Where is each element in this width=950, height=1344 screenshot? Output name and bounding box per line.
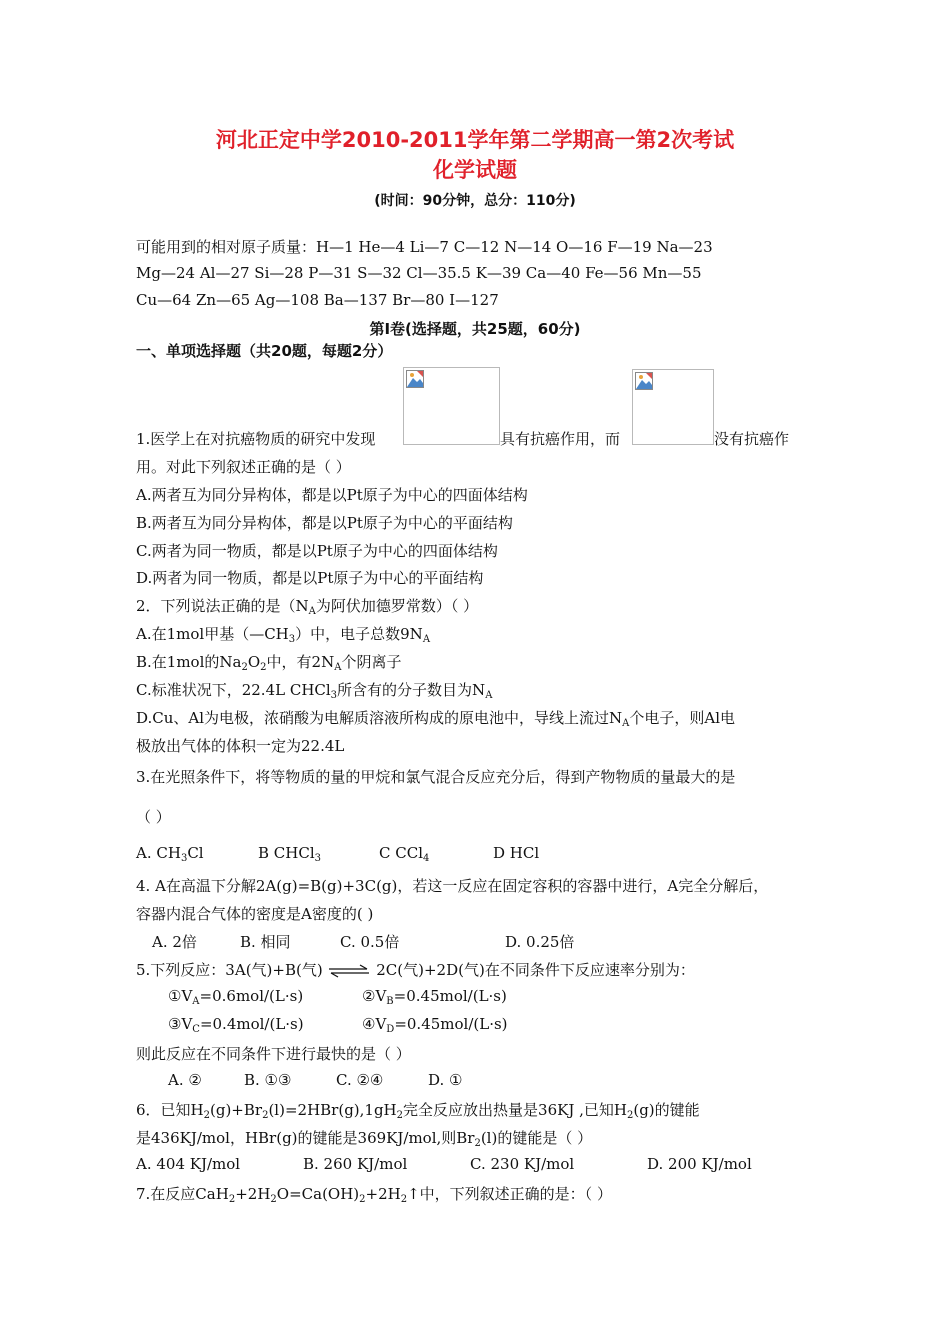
q3-answer-paren: （ ） [136, 808, 171, 826]
q1-option-c: C.两者为同一物质，都是以Pt原子为中心的四面体结构 [136, 542, 498, 560]
q2-stem: 2．下列说法正确的是（$N_A$为阿伏加德罗常数）（ ） [136, 597, 479, 617]
broken-image-icon [635, 372, 653, 390]
q5-question: 则此反应在不同条件下进行最快的是（ ） [136, 1045, 411, 1063]
q6-option-d: D. 200 KJ/mol [647, 1155, 752, 1173]
equilibrium-arrow-icon [327, 964, 371, 978]
q4-option-d: D. 0.25倍 [505, 933, 575, 951]
q2-option-c: C.标准状况下，22.4L CHCl$_3$所含有的分子数目为$N_A$ [136, 681, 493, 701]
q6-option-a: A. 404 KJ/mol [136, 1155, 241, 1173]
q5-option-c: C. ②④ [336, 1071, 384, 1089]
q1-option-b: B.两者互为同分异构体，都是以Pt原子为中心的平面结构 [136, 514, 513, 532]
q6-option-c: C. 230 KJ/mol [470, 1155, 575, 1173]
q4-stem-line1: 4. A在高温下分解2A(g)=B(g)+3C(g)，若这一反应在固定容积的容器中进行，A完全分解后， [136, 877, 769, 895]
q5-rate-4: $④V_D=0.45mol/(L\cdot s)$ [362, 1015, 508, 1035]
q3-option-c: C CCl$_4$ [379, 844, 430, 864]
exam-subject: 化学试题 [433, 158, 517, 182]
atomic-mass-line-1: 可能用到的相对原子质量：H—1 He—4 Li—7 C—12 N—14 O—16 F—19 Na—23 [136, 238, 713, 256]
q1-option-d: D.两者为同一物质，都是以Pt原子为中心的平面结构 [136, 569, 484, 587]
exam-title: 河北正定中学2010-2011学年第二学期高一第2次考试 [215, 128, 735, 152]
q6-option-b: B. 260 KJ/mol [303, 1155, 408, 1173]
q1-stem-a: 1.医学上在对抗癌物质的研究中发现 [136, 430, 376, 448]
q5-rate-1: $①V_A=0.6mol/(L\cdot s)$ [168, 987, 304, 1007]
q3-option-b: B CHCl$_3$ [258, 844, 321, 864]
q5-rate-2: $②V_B=0.45mol/(L\cdot s)$ [362, 987, 507, 1007]
q4-option-b: B. 相同 [240, 933, 291, 951]
q3-option-a: A. $CH_3Cl$ [136, 844, 204, 864]
part-heading: 第Ⅰ卷(选择题，共25题，60分) [369, 320, 581, 338]
q6-stem-line2: 是436KJ/mol，HBr(g)的键能是369KJ/mol,则$Br_2(l)$的键能是（ ） [136, 1129, 593, 1149]
atomic-mass-line-2: Mg—24 Al—27 Si—28 P—31 S—32 Cl—35.5 K—39 Ca—40 Fe—56 Mn—55 [136, 264, 702, 282]
q2-option-d-line2: 极放出气体的体积一定为22.4L [136, 737, 345, 755]
q5-option-a: A. ② [168, 1071, 202, 1089]
q3-option-d: D HCl [493, 844, 540, 862]
molecule-image-2 [632, 369, 714, 445]
q4-option-c: C. 0.5倍 [340, 933, 400, 951]
q1-stem-d: 用。对此下列叙述正确的是（ ） [136, 458, 351, 476]
q5-option-b: B. ①③ [244, 1071, 292, 1089]
q5-rate-3: $③V_C=0.4mol/(L\cdot s)$ [168, 1015, 304, 1035]
q7-stem: 7.在反应$CaH_2+2H_2O=Ca(OH)_2+2H_2↑$中，下列叙述正确的是：（ ） [136, 1185, 612, 1205]
q5-option-d: D. ① [428, 1071, 463, 1089]
q1-stem-c: 没有抗癌作 [714, 430, 790, 448]
q4-option-a: A. 2倍 [152, 933, 197, 951]
q4-stem-line2: 容器内混合气体的密度是A密度的( ) [136, 905, 374, 923]
exam-info: (时间：90分钟，总分：110分) [374, 193, 576, 209]
q2-option-d-line1: D.Cu、Al为电极，浓硝酸为电解质溶液所构成的原电池中，导线上流过$N_A$个电子，则Al电 [136, 709, 736, 729]
atomic-mass-line-3: Cu—64 Zn—65 Ag—108 Ba—137 Br—80 I—127 [136, 291, 499, 309]
section-heading: 一、单项选择题（共20题，每题2分） [136, 342, 393, 360]
q2-option-a: A.在1mol甲基$(—CH_3)$中，电子总数$9N_A$ [136, 625, 431, 645]
q6-stem-line1: 6．已知$H_2(g)+Br_2(l)=2HBr(g),1gH_2$完全反应放出热量是36KJ ,已知$H_2(g)$的键能 [136, 1101, 700, 1121]
q1-stem-b: 具有抗癌作用，而 [500, 430, 621, 448]
molecule-image-1 [403, 367, 500, 445]
q3-stem: 3.在光照条件下，将等物质的量的甲烷和氯气混合反应充分后，得到产物物质的量最大的是 [136, 768, 736, 786]
broken-image-icon [406, 370, 424, 388]
q5-stem: 5.下列反应：3A(气)+B(气) 2C(气)+2D(气)在不同条件下反应速率分别为： [136, 961, 695, 979]
q1-option-a: A.两者互为同分异构体，都是以Pt原子为中心的四面体结构 [136, 486, 528, 504]
q2-option-b: B.在1mol的$Na_2O_2$中，有$2N_A$个阴离子 [136, 653, 402, 673]
